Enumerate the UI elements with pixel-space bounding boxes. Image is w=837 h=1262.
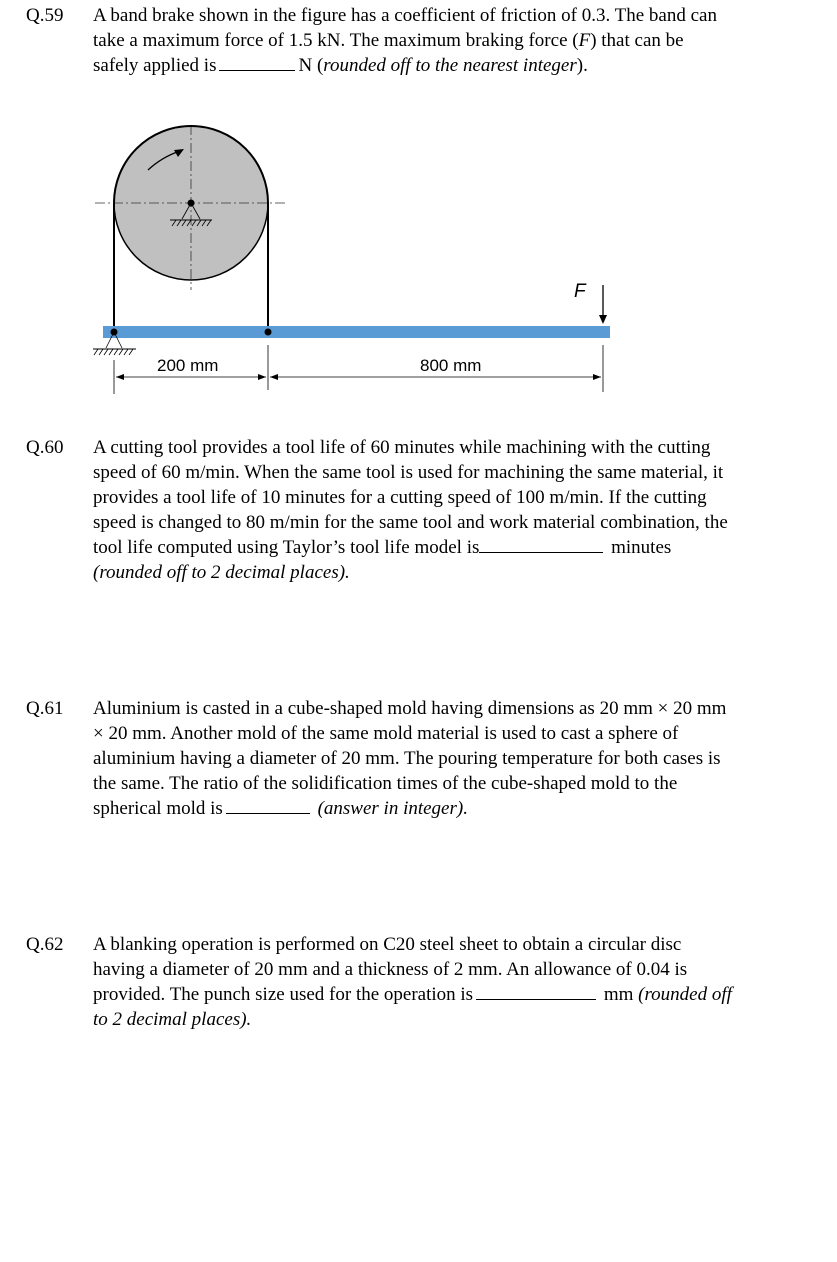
text-line: having a diameter of 20 mm and a thickness of 2 mm. An allowance of 0.04 is — [93, 959, 688, 980]
text-line: spherical mold is (answer in integer). — [93, 798, 468, 819]
text-line: A blanking operation is performed on C20 steel sheet to obtain a circular disc — [93, 934, 682, 955]
question-text — [93, 932, 823, 1032]
question-number: Q.60 — [26, 437, 64, 458]
text-line: aluminium having a diameter of 20 mm. The pouring temperature for both cases is — [93, 748, 721, 769]
force-arrowhead-icon — [599, 315, 607, 324]
question-number: Q.59 — [26, 5, 64, 26]
text-line: A cutting tool provides a tool life of 60 minutes while machining with the cutting — [93, 437, 711, 458]
question-text — [93, 435, 823, 585]
text-line: the same. The ratio of the solidification times of the cube-shaped mold to the — [93, 773, 678, 794]
dim-arrowhead-icon — [270, 374, 278, 380]
lever-arm — [103, 326, 610, 338]
dim-arrowhead-icon — [258, 374, 266, 380]
answer-blank — [479, 535, 603, 553]
text-line: to 2 decimal places). — [93, 1009, 252, 1030]
question-number: Q.61 — [26, 698, 64, 719]
question-number: Q.62 — [26, 934, 64, 955]
lever-pivot-hatch — [94, 349, 133, 355]
dim-label-200: 200 mm — [157, 356, 219, 375]
dim-arrowhead-icon — [116, 374, 124, 380]
answer-blank — [226, 796, 310, 814]
text-line: A band brake shown in the figure has a coefficient of friction of 0.3. The band can — [93, 5, 717, 26]
text-line: provided. The punch size used for the operation is mm (rounded off — [93, 984, 732, 1005]
text-line: safely applied is N (rounded off to the nearest integer). — [93, 55, 588, 76]
text-line: speed is changed to 80 m/min for the same tool and work material combination, the — [93, 512, 728, 533]
text-line: take a maximum force of 1.5 kN. The maximum braking force (F) that can be — [93, 30, 684, 51]
band-brake-figure — [0, 0, 837, 420]
band-attach-right — [265, 329, 272, 336]
force-label: F — [574, 281, 586, 302]
text-line: provides a tool life of 10 minutes for a cutting speed of 100 m/min. If the cutting — [93, 487, 707, 508]
answer-blank — [476, 982, 596, 1000]
text-line: tool life computed using Taylor’s tool life model is minutes — [93, 537, 672, 558]
question-text — [93, 696, 823, 821]
dim-label-800: 800 mm — [420, 356, 482, 375]
text-line: × 20 mm. Another mold of the same mold material is used to cast a sphere of — [93, 723, 679, 744]
dim-arrowhead-icon — [593, 374, 601, 380]
text-line: (rounded off to 2 decimal places). — [93, 562, 350, 583]
text-line: speed of 60 m/min. When the same tool is used for machining the same material, it — [93, 462, 724, 483]
text-line: Aluminium is casted in a cube-shaped mold having dimensions as 20 mm × 20 mm — [93, 698, 727, 719]
